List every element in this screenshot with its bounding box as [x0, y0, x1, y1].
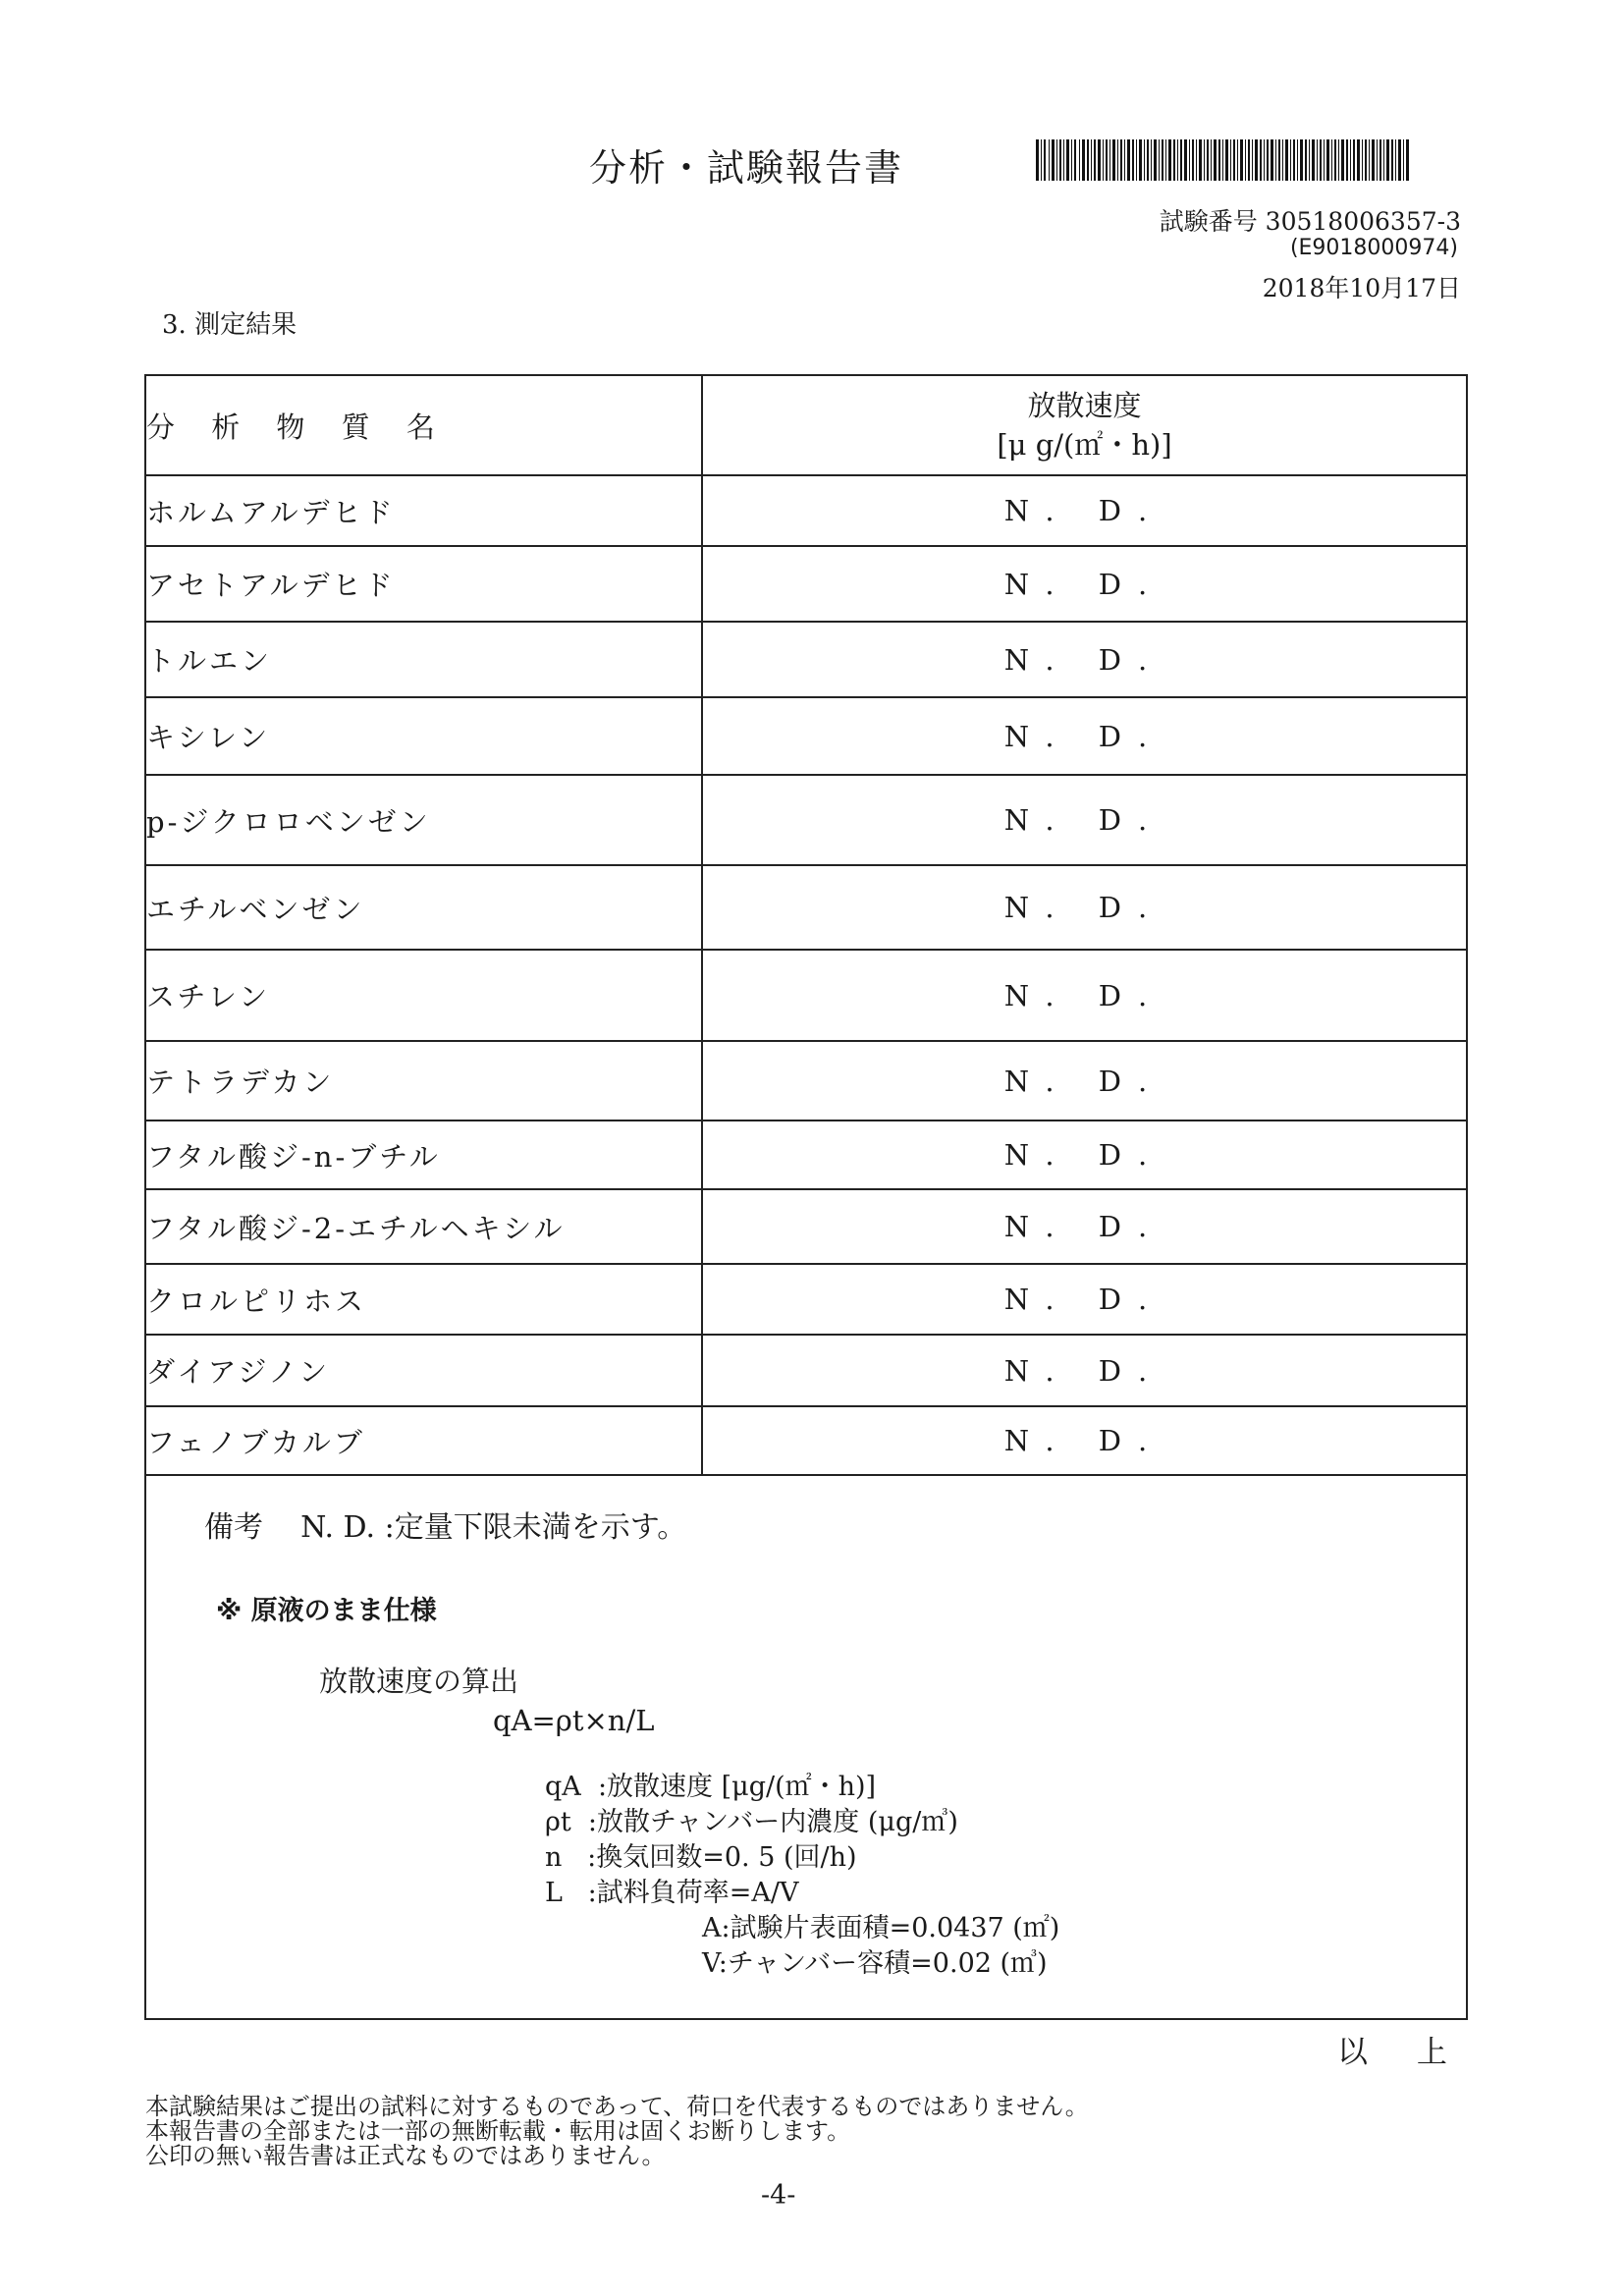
nd-remark: 備考 N. D. :定量下限未満を示す。 [204, 1510, 687, 1545]
definition-rho: ρt :放散チャンバー内濃度 (μg/㎥) [545, 1807, 958, 1837]
definition-n: n :換気回数=0. 5 (回/h) [545, 1842, 857, 1873]
substance-name: クロルピリホス [145, 1264, 702, 1335]
emission-formula: qA=ρt×n/L [493, 1704, 655, 1737]
substance-name: テトラデカン [145, 1041, 702, 1121]
footer-note: 本報告書の全部または一部の無断転載・転用は固くお断りします。 [145, 2117, 851, 2145]
emission-value: N. D. [702, 775, 1467, 865]
emission-value: N. D. [702, 1264, 1467, 1335]
footer-note: 公印の無い報告書は正式なものではありません。 [145, 2142, 666, 2169]
table-row [145, 1406, 1467, 1475]
emission-value: N. D. [702, 622, 1467, 697]
definition-l: L :試料負荷率=A/V [545, 1878, 799, 1908]
table-row [145, 865, 1467, 950]
substance-name: アセトアルデヒド [145, 546, 702, 622]
substance-name: スチレン [145, 950, 702, 1041]
emission-value: N. D. [702, 475, 1467, 546]
emission-rate-label: 放散速度 [1027, 389, 1142, 422]
substance-name: ホルムアルデヒド [145, 475, 702, 546]
definition-a: A:試験片表面積=0.0437 (㎡) [702, 1913, 1060, 1943]
section-heading: 3. 測定結果 [162, 310, 298, 340]
page-number: -4- [761, 2180, 796, 2211]
table-row [145, 1264, 1467, 1335]
substance-name: キシレン [145, 697, 702, 775]
emission-value: N. D. [702, 546, 1467, 622]
definition-qa: qA :放散速度 [μg/(㎡・h)] [545, 1772, 877, 1802]
substance-name: p-ジクロロベンゼン [145, 775, 702, 865]
calculation-heading: 放散速度の算出 [319, 1665, 519, 1698]
table-row [145, 775, 1467, 865]
substance-name: フタル酸ジ-2-エチルヘキシル [145, 1189, 702, 1264]
footer-notes [145, 2095, 1089, 2168]
report-date: 2018年10月17日 [1262, 274, 1461, 302]
table-row [145, 697, 1467, 775]
substance-name: エチルベンゼン [145, 865, 702, 950]
results-table [144, 374, 1468, 1476]
table-row [145, 475, 1467, 546]
closing-mark: 以 上 [1337, 2035, 1467, 2070]
substance-name: トルエン [145, 622, 702, 697]
report-title: 分析・試験報告書 [589, 146, 904, 190]
table-header-row [145, 375, 1467, 475]
substance-column-header: 分 析 物 質 名 [145, 375, 702, 475]
barcode [1036, 139, 1409, 181]
emission-rate-column-header [702, 375, 1467, 475]
table-row [145, 950, 1467, 1041]
emission-value: N. D. [702, 1189, 1467, 1264]
emission-value: N. D. [702, 1406, 1467, 1475]
specification-note: ※ 原液のまま仕様 [216, 1596, 437, 1626]
emission-value: N. D. [702, 1121, 1467, 1189]
definition-v: V:チャンバー容積=0.02 (㎥) [702, 1948, 1048, 1979]
footer-note: 本試験結果はご提出の試料に対するものであって、荷口を代表するものではありません。 [145, 2093, 1089, 2120]
table-row [145, 1335, 1467, 1406]
emission-value: N. D. [702, 865, 1467, 950]
table-row [145, 622, 1467, 697]
table-row [145, 546, 1467, 622]
emission-value: N. D. [702, 1335, 1467, 1406]
substance-name: フタル酸ジ-n-ブチル [145, 1121, 702, 1189]
emission-value: N. D. [702, 697, 1467, 775]
reference-number: (E9018000974) [1289, 236, 1458, 260]
substance-name: フェノブカルブ [145, 1406, 702, 1475]
test-number: 試験番号 30518006357-3 [1159, 207, 1461, 236]
emission-rate-unit: [μ g/(㎡・h)] [997, 428, 1172, 462]
table-row [145, 1189, 1467, 1264]
substance-name: ダイアジノン [145, 1335, 702, 1406]
table-row [145, 1121, 1467, 1189]
table-row [145, 1041, 1467, 1121]
emission-value: N. D. [702, 950, 1467, 1041]
emission-value: N. D. [702, 1041, 1467, 1121]
